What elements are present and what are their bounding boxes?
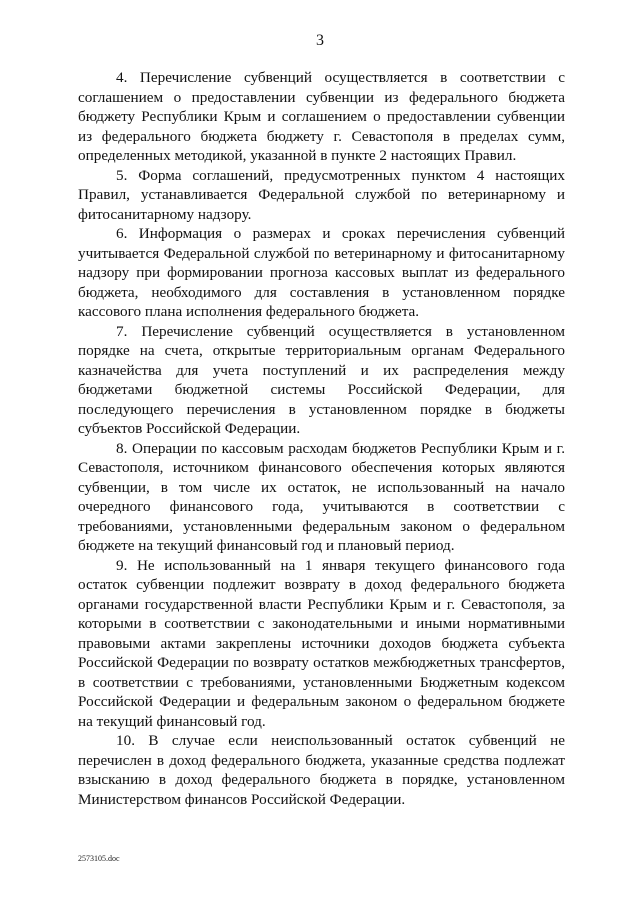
- document-body: [78, 68, 565, 809]
- paragraph-4: 4. Перечисление субвенций осуществляется в соответствии с соглашением о предоставлении субвенции из федерального бюджета бюджету Республики Крым и соглашением о предоставлении субвенции из федерального бюджета бюджету г. Севастополя в пределах сумм, определенных методикой, указанной в пункте 2 настоящих Правил.: [78, 69, 565, 164]
- paragraph-9: 9. Не использованный на 1 января текущего финансового года остаток субвенции подлежит возврату в доход федерального бюджета органами государственной власти Республики Крым и г. Севастополя, за которыми в соответствии с законодательными и иными нормативными правовыми актами закреплены источники доходов бюджета субъекта Российской Федерации по возврату остатков межбюджетных трансфертов, в соответствии с требованиями, установленными Бюджетным кодексом Российской Федерации и федеральным законом о федеральном бюджете на текущий финансовый год.: [78, 556, 565, 730]
- paragraph-10: 10. В случае если неиспользованный остаток субвенций не перечислен в доход федерального бюджета, указанные средства подлежат взысканию в доход федерального бюджета в порядке, установленном Министерством финансов Российской Федерации.: [78, 732, 565, 808]
- paragraph-6: 6. Информация о размерах и сроках перечисления субвенций учитывается Федеральной службой по ветеринарному и фитосанитарному надзору при формировании прогноза кассовых выплат из федерального бюджета, необходимого для составления в установленном порядке кассового плана исполнения федерального бюджета.: [78, 225, 565, 320]
- paragraph-5: 5. Форма соглашений, предусмотренных пунктом 4 настоящих Правил, устанавливается Федеральной службой по ветеринарному и фитосанитарному надзору.: [78, 166, 565, 223]
- footer-file-name: 2573105.doc: [78, 854, 120, 863]
- paragraph-7: 7. Перечисление субвенций осуществляется в установленном порядке на счета, открытые территориальным органам Федерального казначейства для учета поступлений и их распределения между бюджетами бюджетной системы Российской Федерации, для последующего перечисления в установленном порядке в бюджеты субъектов Российской Федерации.: [78, 322, 565, 437]
- page-number: 3: [316, 32, 324, 49]
- paragraph-8: 8. Операции по кассовым расходам бюджетов Республики Крым и г. Севастополя, источником финансового обеспечения которых являются субвенции, в том числе их остаток, не использованный на начало очередного финансового года, учитываются в соответствии с требованиями, установленными федеральным законом о федеральном бюджете на текущий финансовый год и плановый период.: [78, 439, 565, 554]
